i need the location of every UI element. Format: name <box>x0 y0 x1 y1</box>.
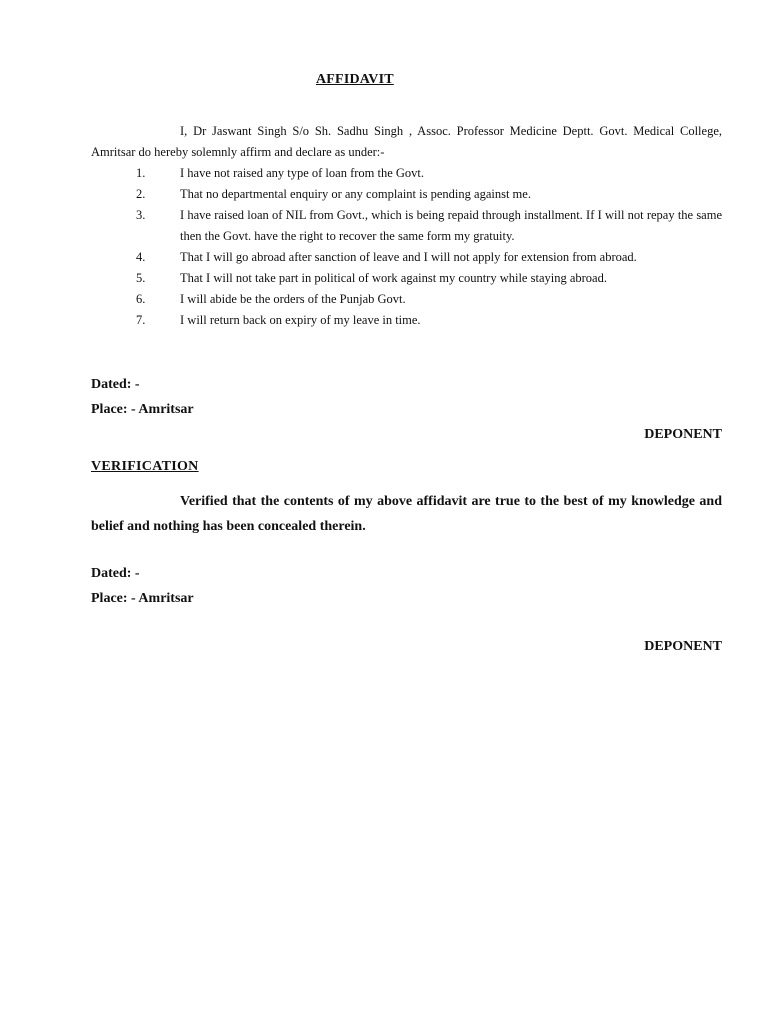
list-item-number: 2. <box>136 187 146 201</box>
verification-dated-field: Dated: - <box>91 566 140 581</box>
list-item <box>91 205 722 247</box>
list-item <box>91 184 722 205</box>
list-item-text: I have not raised any type of loan from the Govt. <box>180 166 425 180</box>
intro-paragraph: I, Dr Jaswant Singh S/o Sh. Sadhu Singh , Assoc. Professor Medicine Deptt. Govt. Medical College, Amritsar do hereby solemnly affirm and declare as under:- <box>91 124 722 159</box>
verification-paragraph: Verified that the contents of my above affidavit are true to the best of my knowledge and belief and nothing has been concealed therein. <box>91 494 722 534</box>
list-item-text: I have raised loan of NIL from Govt., which is being repaid through installment. If I will not repay the same then the Govt. have the right to recover the same form my gratuity. <box>180 208 722 243</box>
verification-heading: VERIFICATION <box>91 459 199 474</box>
list-item-number: 5. <box>136 271 146 285</box>
list-item-text: That I will not take part in political of work against my country while staying abroad. <box>180 271 607 285</box>
list-item-number: 3. <box>136 208 146 222</box>
list-item-text: I will return back on expiry of my leave in time. <box>180 313 421 327</box>
deponent-label: DEPONENT <box>644 427 722 442</box>
list-item-number: 7. <box>136 313 146 327</box>
list-item-number: 6. <box>136 292 146 306</box>
list-item-text: That I will go abroad after sanction of leave and I will not apply for extension from abroad. <box>180 250 637 264</box>
dated-field: Dated: - <box>91 377 140 392</box>
document-title: AFFIDAVIT <box>316 72 394 87</box>
list-item <box>91 247 722 268</box>
list-item-number: 4. <box>136 250 146 264</box>
verification-place-field: Place: - Amritsar <box>91 591 194 606</box>
place-field: Place: - Amritsar <box>91 402 194 417</box>
list-item <box>91 310 722 331</box>
verification-deponent-label: DEPONENT <box>644 639 722 654</box>
list-item <box>91 163 722 184</box>
list-item-text: I will abide be the orders of the Punjab Govt. <box>180 292 406 306</box>
list-item-number: 1. <box>136 166 146 180</box>
affidavit-page <box>91 0 722 1024</box>
list-item-text: That no departmental enquiry or any complaint is pending against me. <box>180 187 531 201</box>
declarations-list <box>91 163 722 331</box>
list-item <box>91 289 722 310</box>
list-item <box>91 268 722 289</box>
